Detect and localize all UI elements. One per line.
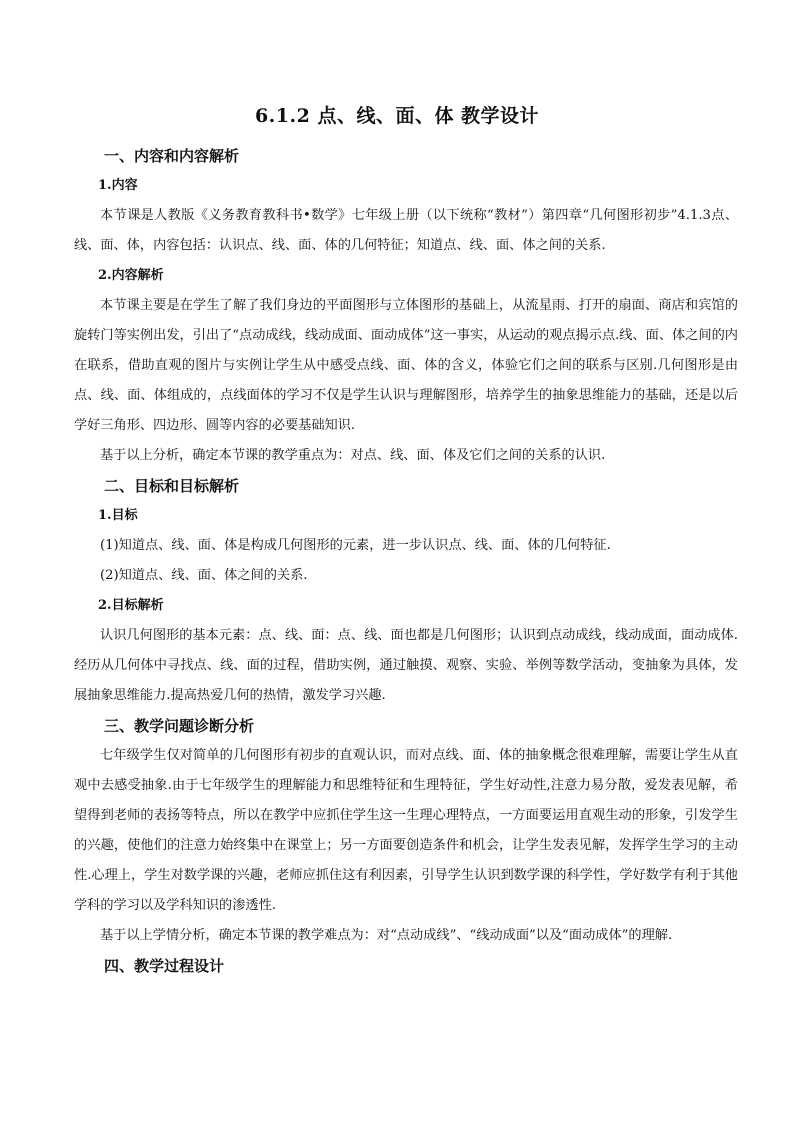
- section-heading-3: 三、教学问题诊断分析: [104, 717, 255, 735]
- goal-item-2: (2)知道点、线、面、体之间的关系.: [100, 568, 308, 583]
- paragraph-content-analysis: 本节课主要是在学生了解了我们身边的平面图形与立体图形的基础上，从流星雨、打开的扇面、商店和宾馆的旋转门等实例出发，引出了“点动成线，线动成面、面动成体”这一事实，从运动的观点揭示点.线、面、体之间的内在联系，借助直观的图片与实例让学生从中感受点线、面、体的含义，体验它们之间的联系与区别.几何图形是由点、线、面、体组成的，点线面体的学习不仅是学生认识与理解图形，培养学生的抽象思维能力的基础，还是以后学好三角形、四边形、圆等内容的必要基础知识.: [74, 298, 738, 433]
- paragraph-goal-analysis: 认识几何图形的基本元素：点、线、面：点、线、面也都是几何图形；认识到点动成线，线动成面，面动成体.经历从几何体中寻找点、线、面的过程，借助实例，通过触摸、观察、实验、举例等数学活动，变抽象为具体，发展抽象思维能力.提高热爱几何的热情，激发学习兴趣.: [74, 628, 738, 703]
- document-title: 6.1.2 点、线、面、体 教学设计: [254, 105, 540, 127]
- paragraph-content: 本节课是人教版《义务教育教科书•数学》七年级上册（以下统称“教材”）第四章“几何图形初步”4.1.3点、线、面、体，内容包括：认识点、线、面、体的几何特征；知道点、线、面、体之间的关系.: [74, 208, 738, 253]
- section-heading-1: 一、内容和内容解析: [104, 147, 240, 165]
- document-body: [74, 141, 738, 981]
- section-heading-2: 二、目标和目标解析: [104, 477, 240, 495]
- paragraph-difficulty: 基于以上学情分析，确定本节课的教学难点为：对“点动成线”、“线动成面”以及“面动成体”的理解.: [100, 928, 673, 943]
- paragraph-diagnosis: 七年级学生仅对简单的几何图形有初步的直观认识，而对点线、面、体的抽象概念很难理解，需要让学生从直观中去感受抽象.由于七年级学生的理解能力和思维特征和生理特征，学生好动性,注意力易分散，爱发表见解，希望得到老师的表扬等特点，所以在教学中应抓住学生这一生理心理特点，一方面要运用直观生动的形象，引发学生的兴趣，使他们的注意力始终集中在课堂上；另一方面要创造条件和机会，让学生发表见解，发挥学生学习的主动性.心理上，学生对数学课的兴趣，老师应抓住这有利因素，引导学生认识到数学课的科学性，学好数学有利于其他学科的学习以及学科知识的渗透性.: [74, 748, 738, 913]
- section-heading-4: 四、教学过程设计: [104, 957, 225, 975]
- subheading-goal-analysis: 2.目标解析: [98, 598, 164, 613]
- goal-item-1: (1)知道点、线、面、体是构成几何图形的元素，进一步认识点、线、面、体的几何特征.: [100, 538, 611, 553]
- subheading-goals: 1.目标: [98, 508, 138, 523]
- paragraph-key-point: 基于以上分析，确定本节课的教学重点为：对点、线、面、体及它们之间的关系的认识.: [100, 448, 606, 463]
- subheading-content-analysis: 2.内容解析: [98, 268, 164, 283]
- subheading-content: 1.内容: [98, 178, 138, 193]
